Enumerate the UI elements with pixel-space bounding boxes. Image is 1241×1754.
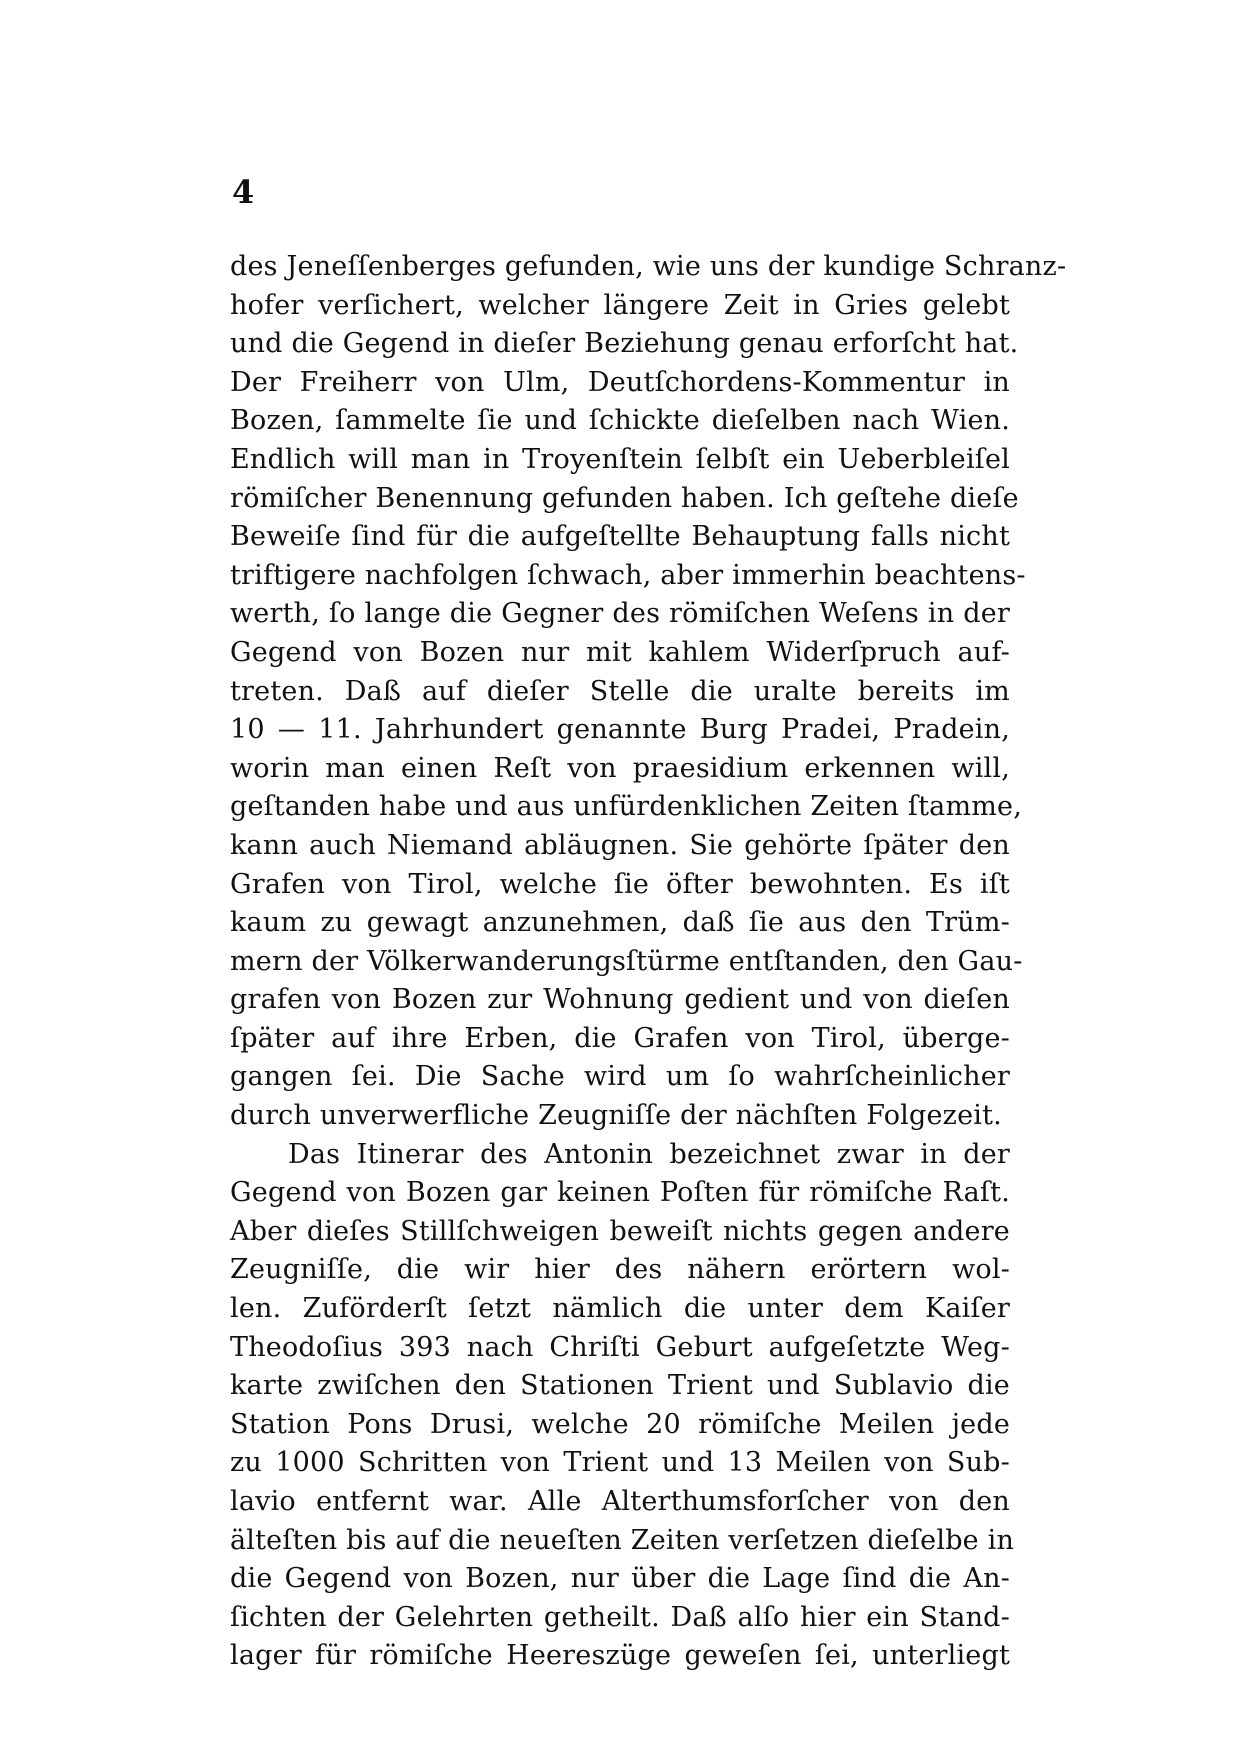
- text-line: treten. Daß auf dieſer Stelle die uralte bereits im: [230, 675, 1010, 707]
- text-line: karte zwiſchen den Stationen Trient und Sublavio die: [230, 1370, 1010, 1402]
- text-line: Beweiſe ſind für die aufgeſtellte Behauptung falls nicht: [230, 521, 1010, 553]
- text-line: Aber dieſes Stillſchweigen beweiſt nichts gegen andere: [230, 1215, 1010, 1247]
- text-line: lavio entfernt war. Alle Alterthumsforſcher von den: [230, 1486, 1010, 1517]
- text-line: Theodoſius 393 nach Chriſti Geburt aufgeſetzte Weg-: [230, 1331, 1010, 1363]
- text-line: grafen von Bozen zur Wohnung gedient und von dieſen: [230, 984, 1010, 1016]
- text-line: triftigere nachfolgen ſchwach, aber immerhin beachtens-: [230, 559, 1026, 591]
- text-line: Gegend von Bozen nur mit kahlem Widerſpruch auf-: [230, 636, 1010, 668]
- text-line: älteſten bis auf die neueſten Zeiten verſetzen dieſelbe in: [230, 1524, 1015, 1556]
- text-line: geſtanden habe und aus unfürdenklichen Zeiten ſtamme,: [230, 791, 1023, 823]
- text-line: Bozen, ſammelte ſie und ſchickte dieſelben nach Wien.: [230, 405, 1010, 437]
- text-line: römiſcher Benennung gefunden haben. Ich geſtehe dieſe: [230, 482, 1019, 514]
- text-line: lager für römiſche Heereszüge geweſen ſei, unterliegt: [230, 1640, 1010, 1672]
- text-line: Gegend von Bozen gar keinen Poſten für römiſche Raſt.: [230, 1177, 1010, 1209]
- text-line: zu 1000 Schritten von Trient und 13 Meilen von Sub-: [230, 1447, 1010, 1479]
- text-line: durch unverwerfliche Zeugniſſe der nächſten Folgezeit.: [230, 1100, 1002, 1132]
- text-line: len. Zuförderſt ſetzt nämlich die unter dem Kaiſer: [230, 1293, 1010, 1325]
- page-number: 4: [232, 173, 255, 211]
- text-line: Zeugniſſe, die wir hier des nähern erörtern wol-: [230, 1254, 1010, 1286]
- text-line: kaum zu gewagt anzunehmen, daß ſie aus den Trüm-: [230, 907, 1010, 939]
- text-line: Der Freiherr von Ulm, Deutſchordens-Kommentur in: [230, 366, 1010, 398]
- text-line: 10 — 11. Jahrhundert genannte Burg Pradei, Pradein,: [230, 714, 1010, 746]
- text-line: ſichten der Gelehrten getheilt. Daß alſo hier ein Stand-: [230, 1601, 1010, 1633]
- text-line: mern der Völkerwanderungsſtürme entſtanden, den Gau-: [230, 945, 1023, 977]
- text-line: hofer verſichert, welcher längere Zeit in Gries gelebt: [230, 289, 1010, 321]
- body-text: [230, 248, 1067, 1676]
- text-line: Grafen von Tirol, welche ſie öfter bewohnten. Es iſt: [230, 868, 1010, 900]
- text-line: des Jeneſſenberges gefunden, wie uns der kundige Schranz-: [230, 251, 1067, 282]
- text-line: ſpäter auf ihre Erben, die Grafen von Tirol, überge-: [230, 1022, 1010, 1054]
- text-line: gangen ſei. Die Sache wird um ſo wahrſcheinlicher: [230, 1061, 1010, 1093]
- text-line: Endlich will man in Troyenſtein ſelbſt ein Ueberbleiſel: [230, 443, 1010, 475]
- text-line: Station Pons Drusi, welche 20 römiſche Meilen jede: [230, 1408, 1010, 1440]
- text-line: werth, ſo lange die Gegner des römiſchen Weſens in der: [230, 598, 1010, 630]
- text-line: die Gegend von Bozen, nur über die Lage ſind die An-: [230, 1563, 1010, 1595]
- text-line: worin man einen Reſt von praesidium erkennen will,: [230, 752, 1010, 784]
- text-line: und die Gegend in dieſer Beziehung genau erforſcht hat.: [230, 328, 1019, 360]
- text-line: Das Itinerar des Antonin bezeichnet zwar in der: [288, 1138, 1010, 1170]
- text-line: kann auch Niemand abläugnen. Sie gehörte ſpäter den: [230, 829, 1010, 861]
